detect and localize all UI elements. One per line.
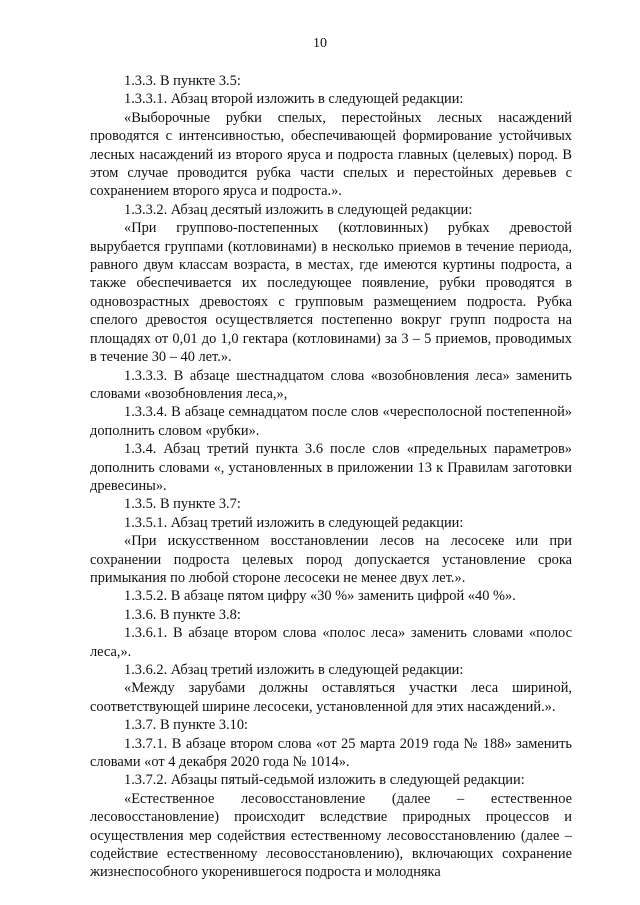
paragraph: 1.3.6.2. Абзац третий изложить в следующей редакции: (124, 662, 464, 678)
paragraph: 1.3.3. В пункте 3.5: (124, 73, 241, 89)
paragraph: «Между зарубами должны оставляться участки леса шириной, соответствующей ширине лесосеки, установленной для этих насаждений.». (90, 680, 572, 715)
paragraph: 1.3.3.1. Абзац второй изложить в следующей редакции: (124, 91, 464, 108)
paragraph: 1.3.5.2. В абзаце пятом цифру «30 %» заменить цифрой «40 %». (124, 588, 516, 605)
paragraph: 1.3.3.2. Абзац десятый изложить в следующей редакции: (124, 201, 473, 218)
paragraph: 1.3.7. В пункте 3.10: (124, 717, 249, 734)
paragraph: 1.3.7.2. Абзацы пятый-седьмой изложить в следующей редакции: (124, 772, 525, 789)
paragraph: 1.3.3.4. В абзаце семнадцатом после слов «чересполосной постепенной» дополнить словом «рубки». (90, 404, 572, 439)
paragraph: 1.3.6.1. В абзаце втором слова «полос леса» заменить словами «полос леса,». (90, 625, 572, 660)
paragraph: 1.3.5.1. Абзац третий изложить в следующей редакции: (124, 514, 464, 531)
paragraph: 1.3.7.1. В абзаце втором слова «от 25 марта 2019 года № 188» заменить словами «от 4 декабря 2020 года № 1014». (90, 735, 572, 771)
document-body (90, 72, 572, 882)
paragraph: «Естественное лесовосстановление (далее – естественное лесовосстановление) происходит вследствие природных процессов и осуществления мер содействия естественному лесовосстановлению (далее – содействие естественному лесовосстановлению), включающих сохранение жизнеспособного укоренившегося подроста и молодняка (90, 790, 572, 881)
page-number: 10 (313, 36, 327, 51)
paragraph: 1.3.6. В пункте 3.8: (124, 606, 241, 623)
paragraph: 1.3.4. Абзац третий пункта 3.6 после слов «предельных параметров» дополнить словами «, установленных в приложении 13 к Правилам заготовки древесины». (90, 441, 572, 494)
paragraph: 1.3.5. В пункте 3.7: (124, 496, 241, 513)
paragraph: «При искусственном восстановлении лесов на лесосеке или при сохранении подроста целевых пород допускается установление срока примыкания по любой стороне лесосеки не менее двух лет.». (90, 533, 572, 586)
paragraph: «При группово-постепенных (котловинных) рубках древостой вырубается группами (котловинами) в несколько приемов в течение периода, равного двум классам возраста, в местах, где имеются куртины подроста, а также обеспечивается их последующее появление, рубки проводятся в одновозрастных древостоях с групповым размещением подроста. Рубка спелого древостоя осуществляется постепенно вокруг групп подроста на площадях от 0,01 до 1,0 гектара (котловинами) за 3 – 5 приемов, проводимых в течение 30 – 40 лет.». (90, 220, 572, 366)
paragraph: 1.3.3.3. В абзаце шестнадцатом слова «возобновления леса» заменить словами «возобновления леса,», (90, 367, 572, 402)
paragraph: «Выборочные рубки спелых, перестойных лесных насаждений проводятся с интенсивностью, обеспечивающей формирование устойчивых лесных насаждений из второго яруса и подроста главных (целевых) пород. В этом случае проводится рубка части спелых и перестойных деревьев с сохранением второго яруса и подроста.». (90, 109, 572, 200)
